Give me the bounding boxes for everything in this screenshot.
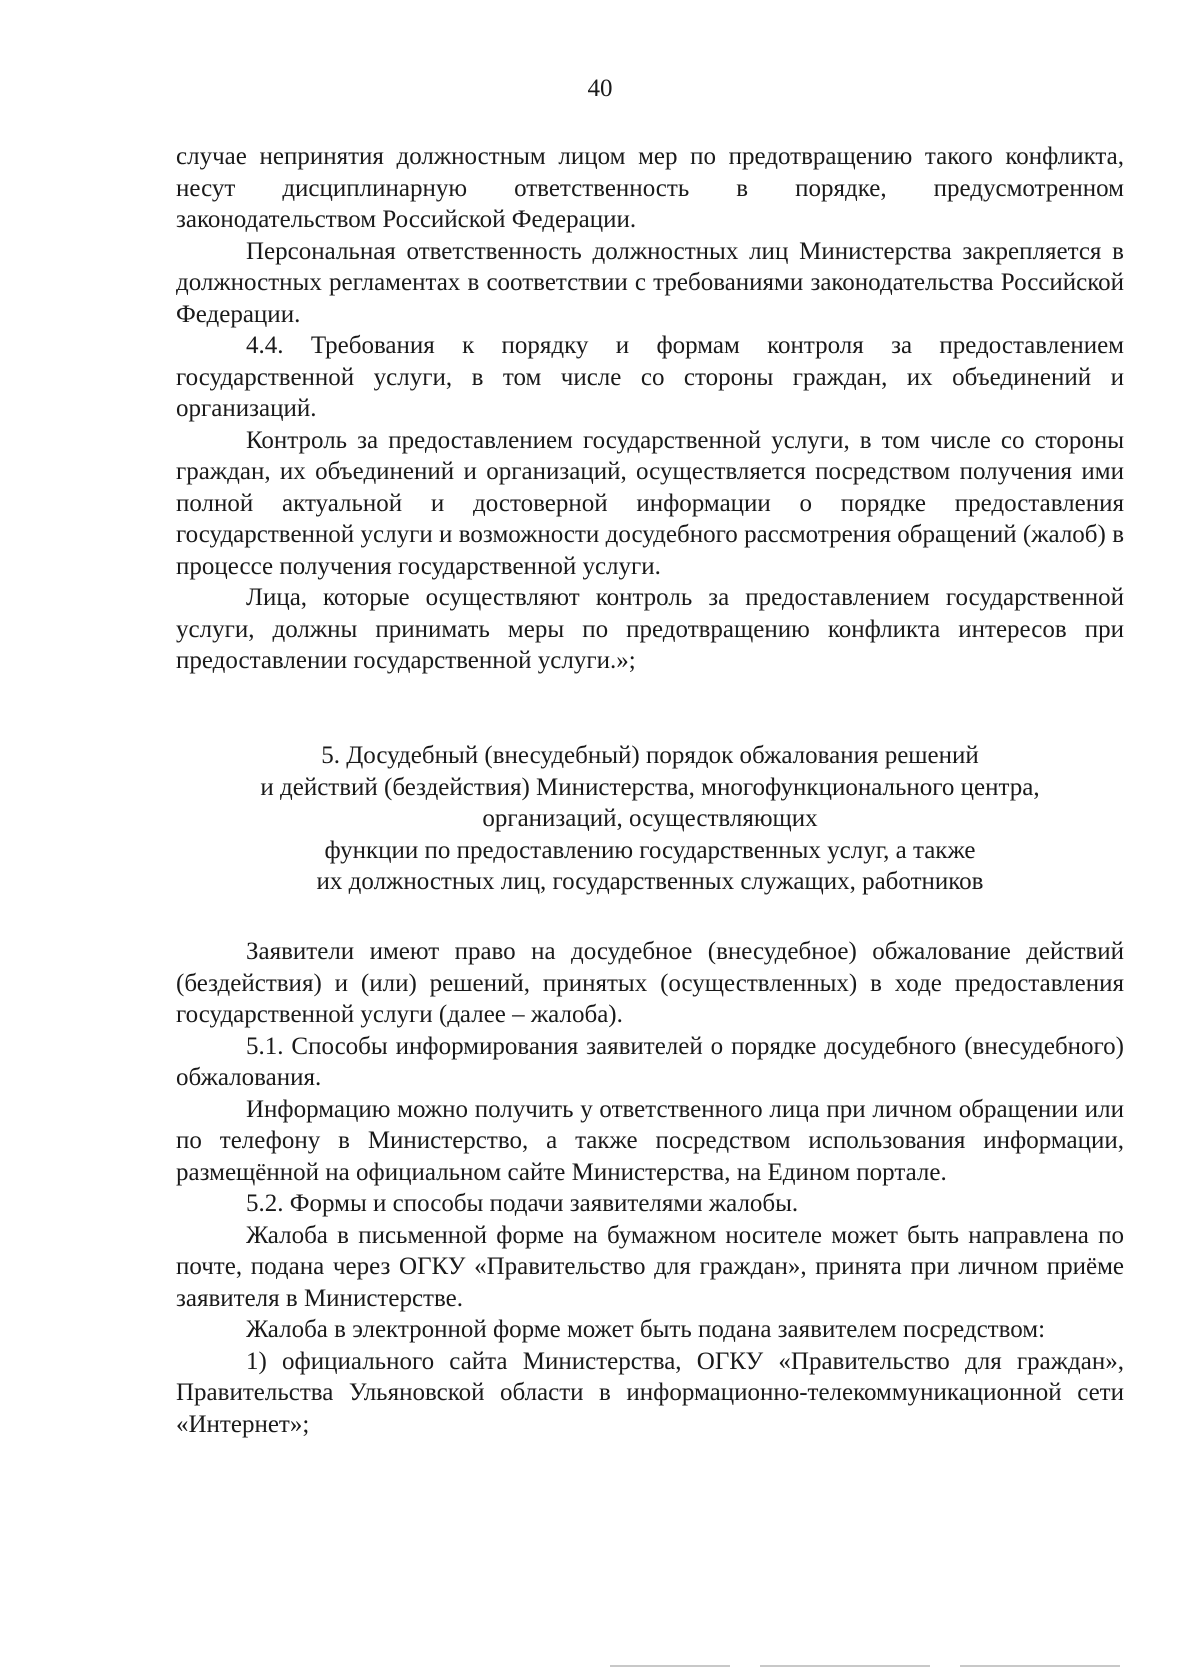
page-number: 40: [587, 75, 613, 102]
paragraph: Заявители имеют право на досудебное (внесудебное) обжалование действий (бездействия) и (или) решений, принятых (осуществленных) в ходе предоставления государственной услуги (далее – жалоба).: [176, 938, 1124, 1028]
heading-line: их должностных лиц, государственных служащих, работников: [316, 868, 984, 895]
heading-line: 5. Досудебный (внесудебный) порядок обжалования решений: [321, 742, 979, 769]
heading-line: функции по предоставлению государственных услуг, а также: [324, 836, 976, 864]
heading-line: организаций, осуществляющих: [482, 805, 818, 832]
paragraph: Жалоба в письменной форме на бумажном носителе может быть направлена по почте, подана через ОГКУ «Правительство для граждан», принята при личном приёме заявителя в Министерстве.: [176, 1221, 1124, 1312]
paragraph: 5.1. Способы информирования заявителей о порядке досудебного (внесудебного) обжалования.: [176, 1032, 1124, 1091]
heading-line: и действий (бездействия) Министерства, многофункционального центра,: [260, 773, 1040, 801]
paragraph: Контроль за предоставлением государственной услуги, в том числе со стороны граждан, их объединений и организаций, осуществляется посредством получения ими полной актуальной и достоверной информации о порядке предоставления государственной услуги и возможности досудебного рассмотрения обращений (жалоб) в процессе получения государственной услуги.: [176, 426, 1124, 580]
section-4-body: [176, 141, 1124, 677]
scan-artifact: [760, 1665, 930, 1667]
paragraph: Лица, которые осуществляют контроль за предоставлением государственной услуги, должны принимать меры по предотвращению конфликта интересов при предоставлении государственной услуги.»;: [176, 584, 1124, 674]
paragraph: Персональная ответственность должностных лиц Министерства закрепляется в должностных регламентах в соответствии с требованиями законодательства Российской Федерации.: [176, 237, 1124, 328]
paragraph: 4.4. Требования к порядку и формам контроля за предоставлением государственной услуги, в том числе со стороны граждан, их объединений и организаций.: [176, 332, 1124, 422]
paragraph: 5.2. Формы и способы подачи заявителями жалобы.: [246, 1190, 799, 1217]
section-5-body: [176, 936, 1124, 1440]
scan-artifact: [960, 1665, 1120, 1667]
scan-artifact: [610, 1665, 730, 1667]
paragraph: 1) официального сайта Министерства, ОГКУ «Правительство для граждан», Правительства Ульяновской области в информационно-телекоммуникационной сети «Интернет»;: [176, 1347, 1124, 1438]
paragraph: Информацию можно получить у ответственного лица при личном обращении или по телефону в Министерство, а также посредством использования информации, размещённой на официальном сайте Министерства, на Едином портале.: [176, 1095, 1124, 1186]
paragraph: случае непринятия должностным лицом мер по предотвращению такого конфликта, несут дисциплинарную ответственность в порядке, предусмотренном законодательством Российской Федерации.: [176, 143, 1124, 233]
section-5-heading: [176, 740, 1124, 898]
paragraph: Жалоба в электронной форме может быть подана заявителем посредством:: [246, 1316, 1046, 1343]
